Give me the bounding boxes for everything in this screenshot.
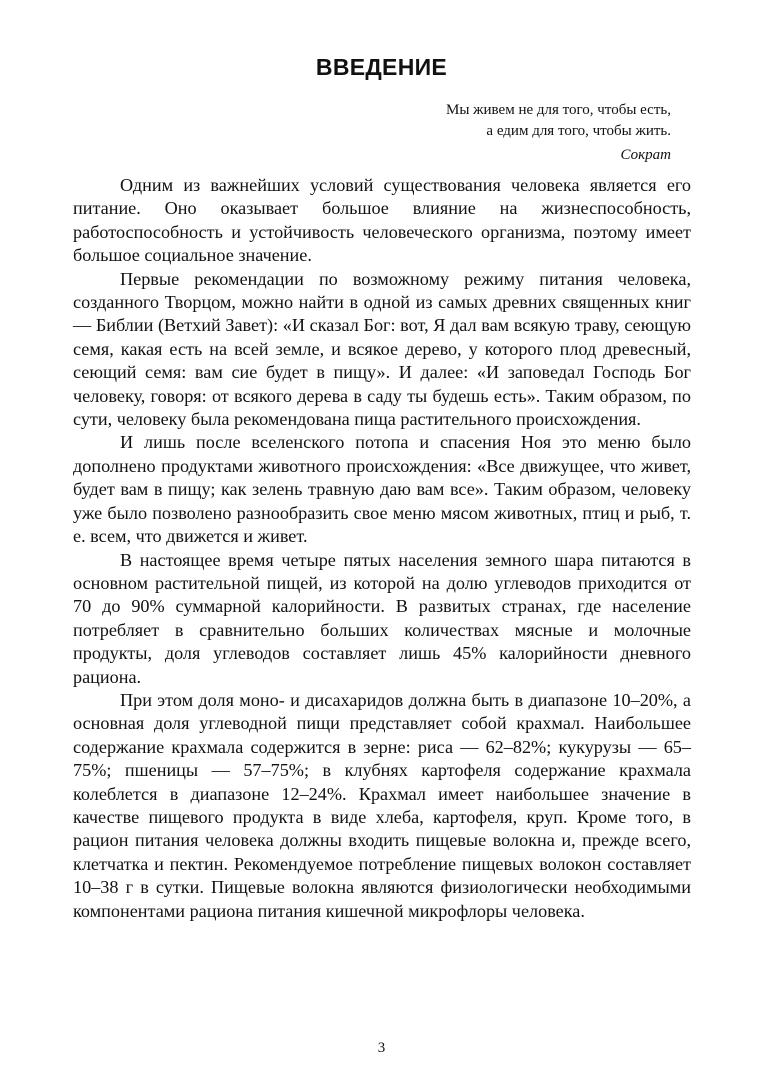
paragraph-5: При этом доля моно- и дисахаридов должна быть в диапазоне 10–20%, а основная доля углеводной пищи представляет собой крахмал. Наибольшее содержание крахмала содержится в зерне: риса — 62–82%; кукурузы — 65–75%; пшеницы — 57–75%; в клубнях картофеля содержание крахмала колеблется в диапазоне 12–24%. Крахмал имеет наибольшее значение в качестве пищевого продукта в виде хлеба, картофеля, круп. Кроме того, в рацион питания человека должны входить пищевые волокна и, прежде всего, клетчатка и пектин. Рекомендуемое потребление пищевых волокон составляет 10–38 г в сутки. Пищевые волокна являются физиологически необходимыми компонентами рациона питания кишечной микрофлоры человека. [73, 689, 691, 921]
epigraph-author: Сократ [620, 147, 671, 163]
paragraph-4: В настоящее время четыре пятых населения земного шара питаются в основном растительной пищей, из которой на долю углеводов приходится от 70 до 90% суммарной калорийности. В развитых странах, где население потребляет в сравнительно больших количествах мясные и молочные продукты, доля углеводов составляет лишь 45% калорийности дневного рациона. [73, 549, 691, 687]
page-number: 3 [377, 1040, 386, 1056]
paragraph-2: Первые рекомендации по возможному режиму питания человека, созданного Творцом, можно найти в одной из самых древних священных книг — Библии (Ветхий Завет): «И сказал Бог: вот, Я дал вам всякую траву, сеющую семя, какая есть на всей земле, и всякое дерево, у которого плод древесный, сеющий семя: вам сие будет в пищу». И далее: «И заповедал Господь Бог человеку, говоря: от всякого дерева в саду ты будешь есть». Таким образом, по сути, человеку была рекомендована пища растительного происхождения. [73, 268, 691, 430]
epigraph-line-2: а едим для того, чтобы жить. [486, 123, 671, 139]
page-title: ВВЕДЕНИЕ [315, 54, 448, 80]
epigraph-line-1: Мы живем не для того, чтобы есть, [446, 102, 671, 118]
paragraph-3: И лишь после вселенского потопа и спасения Ноя это меню было дополнено продуктами животного происхождения: «Все движущее, что живет, будет вам в пищу; как зелень травную даю вам все». Таким образом, человеку уже было позволено разнообразить свое меню мясом животных, птиц и рыб, т. е. всем, что движется и живет. [73, 432, 691, 547]
epigraph [446, 100, 671, 166]
paragraph-1: Одним из важнейших условий существования человека является его питание. Оно оказывает большое влияние на жизнеспособность, работоспособность и устойчивость человеческого организма, поэтому имеет большое социальное значение. [73, 175, 691, 266]
body-text [73, 174, 691, 923]
